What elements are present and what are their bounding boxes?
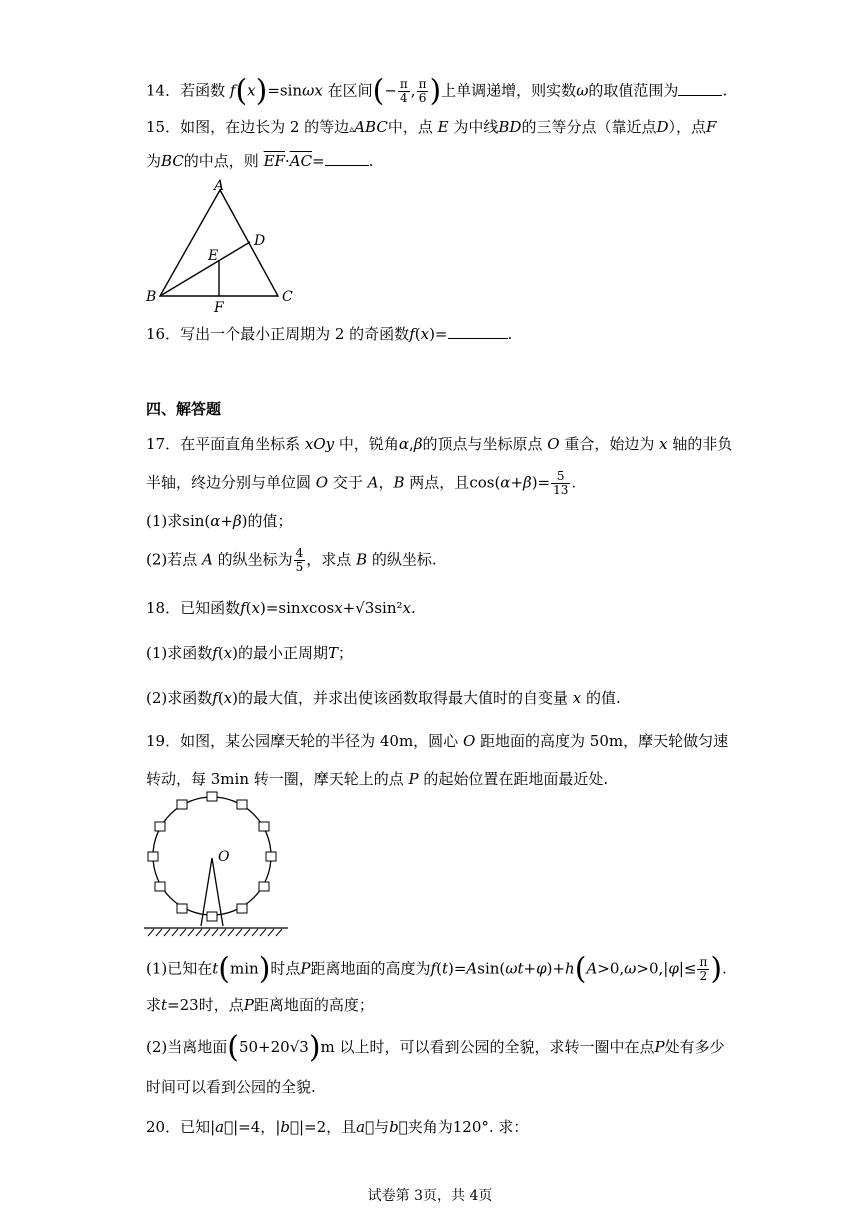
question-18-part2: (2)求函数f(x)的最大值，并求出使该函数取得最大值时的自变量 x 的值. <box>146 689 621 707</box>
question-19-line2: 转动，每 3min 转一圈，摩天轮上的点 P 的起始位置在距地面最近处. <box>146 770 609 788</box>
label-F: F <box>214 300 224 316</box>
question-19-part2b: 时间可以看到公园的全貌. <box>146 1078 316 1096</box>
answer-blank <box>325 151 369 166</box>
ferris-wheel-figure <box>140 788 300 938</box>
question-20: 20．已知|a⃗|=4，|b⃗|=2，且a⃗与b⃗夹角为120°. 求： <box>146 1118 529 1136</box>
question-18: 18．已知函数f(x)=sinxcosx+√3sin²x. <box>146 599 416 617</box>
question-16: 16．写出一个最小正周期为 2 的奇函数f(x)= . <box>146 325 513 343</box>
question-19-part1: (1)已知在t(min)时点P距离地面的高度为f(t)=Asin(ωt+φ)+h(A>0,ω>0,|φ|≤ $\frac{\pi}{2}$ ). <box>146 951 727 987</box>
question-14: 14．若函数 f(x)=sinωx 在区间(− $\frac{\pi}{4}$ , $\frac{\pi}{6}$ )上单调递增，则实数ω的取值范围为 . <box>146 73 728 109</box>
question-17-part2: (2)若点 A 的纵坐标为 $\frac{4}{5}$ ，求点 B 的纵坐标. <box>146 546 437 574</box>
question-18-part1: (1)求函数f(x)的最小正周期T； <box>146 644 354 662</box>
question-15-line2: 为BC的中点，则 $\overline{EF}\cdot\overline{AC}=$ . <box>146 152 374 170</box>
label-D: D <box>254 233 266 249</box>
label-C: C <box>282 289 293 305</box>
question-17-line2: 半轴，终边分别与单位圆 O 交于 A，B 两点，且cos(α+β)= $\frac{5}{13}$ . <box>146 469 577 497</box>
question-15-line1: 15．如图，在边长为 2 的等边▵ABC中，点 E 为中线BD的三等分点（靠近点D），点F <box>146 118 717 136</box>
question-17-part1: (1)求sin(α+β)的值； <box>146 512 293 530</box>
question-19-part1b: 求t=23时，点P距离地面的高度； <box>146 996 374 1014</box>
label-B: B <box>146 289 157 305</box>
triangle-figure <box>140 176 310 316</box>
answer-blank <box>448 324 508 339</box>
answer-blank <box>678 81 722 96</box>
label-O: O <box>218 849 230 865</box>
label-A: A <box>214 178 225 194</box>
question-19-line1: 19．如图，某公园摩天轮的半径为 40m，圆心 O 距地面的高度为 50m，摩天轮做匀速 <box>146 732 729 750</box>
section-heading: 四、解答题 <box>146 400 222 418</box>
label-E: E <box>208 248 219 264</box>
page-footer: 试卷第 3页，共 4页 <box>367 1188 493 1204</box>
question-17-line1: 17．在平面直角坐标系 xOy 中，锐角α,β的顶点与坐标原点 O 重合，始边为 x 轴的非负 <box>146 435 733 453</box>
question-19-part2: (2)当离地面(50+20√3)m 以上时，可以看到公园的全貌，求转一圈中在点P处有多少 <box>146 1030 725 1065</box>
